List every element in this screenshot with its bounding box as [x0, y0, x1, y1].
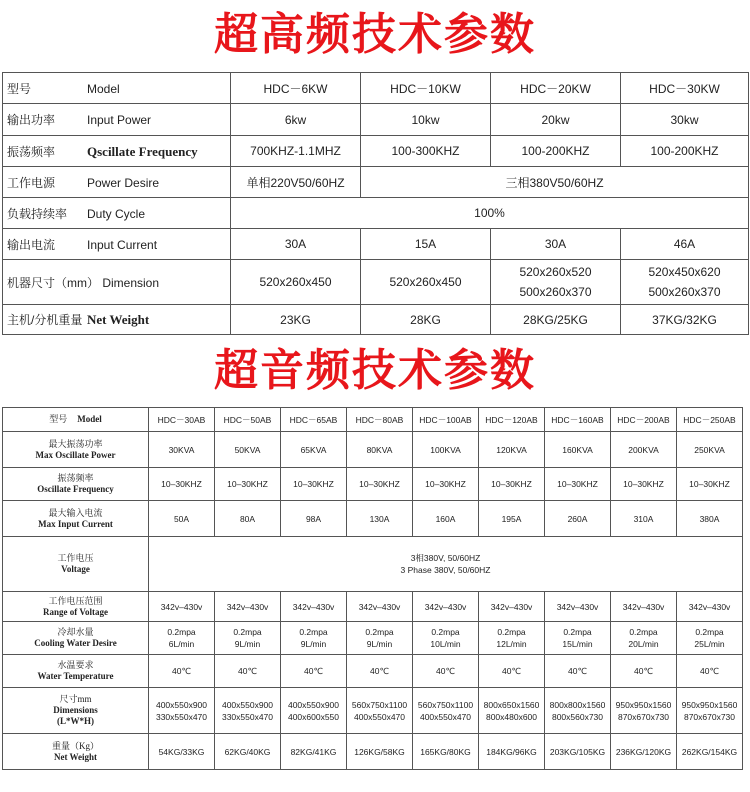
- table-cell: 0.2mpa 12L/min: [479, 622, 545, 655]
- table-row: [3, 167, 749, 198]
- table-row: [3, 305, 749, 335]
- table-cell: 62KG/40KG: [215, 734, 281, 770]
- table-row: [3, 734, 743, 770]
- table-cell: 10kw: [361, 104, 491, 136]
- table-cell: 三相380V50/60HZ: [361, 167, 749, 198]
- table-cell: 50A: [149, 501, 215, 537]
- table-cell: 30A: [231, 229, 361, 260]
- table-cell: 100-200KHZ: [621, 136, 749, 167]
- table-row: [3, 104, 749, 136]
- table-cell: 126KG/58KG: [347, 734, 413, 770]
- row-label: 工作电压 Voltage: [3, 537, 149, 592]
- table-cell: 950x950x1560 870x670x730: [611, 688, 677, 734]
- table-cell: 250KVA: [677, 432, 743, 468]
- table-cell: 520x260x450: [231, 260, 361, 305]
- row-label: 水温要求 Water Temperature: [3, 655, 149, 688]
- row-label: 输出功率 Input Power: [3, 104, 231, 136]
- table-cell: 342v–430v: [545, 592, 611, 622]
- table-row: [3, 198, 749, 229]
- table-cell: 50KVA: [215, 432, 281, 468]
- table-row: [3, 622, 743, 655]
- table-cell: 10–30KHZ: [413, 468, 479, 501]
- table-cell: HDC－30KW: [621, 73, 749, 104]
- table-cell: 80A: [215, 501, 281, 537]
- table-cell: 28KG: [361, 305, 491, 335]
- table-cell: 30KVA: [149, 432, 215, 468]
- table-cell: HDC－200AB: [611, 408, 677, 432]
- table-cell: 10–30KHZ: [347, 468, 413, 501]
- table-cell: 10–30KHZ: [479, 468, 545, 501]
- table-cell: 0.2mpa 15L/min: [545, 622, 611, 655]
- row-label: 机器尺寸（mm） Dimension: [3, 260, 231, 305]
- table-cell: 342v–430v: [677, 592, 743, 622]
- table-cell: 342v–430v: [281, 592, 347, 622]
- table-cell: 10–30KHZ: [677, 468, 743, 501]
- table-cell: 184KG/96KG: [479, 734, 545, 770]
- table-cell: 560x750x1100 400x550x470: [347, 688, 413, 734]
- table-row: [3, 688, 743, 734]
- row-label: 负载持续率 Duty Cycle: [3, 198, 231, 229]
- table-cell: HDC－50AB: [215, 408, 281, 432]
- row-label: 工作电源 Power Desire: [3, 167, 231, 198]
- table-cell: 520x260x450: [361, 260, 491, 305]
- table-row: [3, 136, 749, 167]
- table-cell: HDC－250AB: [677, 408, 743, 432]
- table-cell: 65KVA: [281, 432, 347, 468]
- table-cell: 40℃: [281, 655, 347, 688]
- table-row: [3, 408, 743, 432]
- table-cell: 0.2mpa 9L/min: [215, 622, 281, 655]
- table-cell: 380A: [677, 501, 743, 537]
- table-cell: 23KG: [231, 305, 361, 335]
- row-label: 型号 Model: [3, 73, 231, 104]
- table-row: [3, 468, 743, 501]
- table-cell: 40℃: [545, 655, 611, 688]
- table-cell: 6kw: [231, 104, 361, 136]
- table-cell: 160KVA: [545, 432, 611, 468]
- table-cell: 400x550x900 330x550x470: [149, 688, 215, 734]
- high-frequency-spec-table: [2, 72, 749, 335]
- table-cell: 0.2mpa 10L/min: [413, 622, 479, 655]
- row-label: 工作电压范围 Range of Voltage: [3, 592, 149, 622]
- table-cell: 20kw: [491, 104, 621, 136]
- table-cell: HDC－6KW: [231, 73, 361, 104]
- table-cell: 700KHZ-1.1MHZ: [231, 136, 361, 167]
- table-row: [3, 592, 743, 622]
- table-cell: 0.2mpa 9L/min: [281, 622, 347, 655]
- table-cell: 40℃: [479, 655, 545, 688]
- table-cell: 520x260x520 500x260x370: [491, 260, 621, 305]
- table-cell: HDC－20KW: [491, 73, 621, 104]
- table-cell: 54KG/33KG: [149, 734, 215, 770]
- table-cell: 800x800x1560 800x560x730: [545, 688, 611, 734]
- table-cell: 800x650x1560 800x480x600: [479, 688, 545, 734]
- table-cell: 37KG/32KG: [621, 305, 749, 335]
- table-cell: 40℃: [677, 655, 743, 688]
- row-label: 最大振荡功率 Max Oscillate Power: [3, 432, 149, 468]
- table-cell: 100-300KHZ: [361, 136, 491, 167]
- table-cell: 0.2mpa 9L/min: [347, 622, 413, 655]
- table-cell: HDC－80AB: [347, 408, 413, 432]
- table-cell: 10–30KHZ: [215, 468, 281, 501]
- table-cell: 342v–430v: [611, 592, 677, 622]
- row-label: 振荡频率 Oscillate Frequency: [3, 468, 149, 501]
- table-cell: 950x950x1560 870x670x730: [677, 688, 743, 734]
- row-label: 振荡频率 Qscillate Frequency: [3, 136, 231, 167]
- table-cell: 30A: [491, 229, 621, 260]
- row-label: 尺寸mm Dimensions (L*W*H): [3, 688, 149, 734]
- table-cell: 10–30KHZ: [545, 468, 611, 501]
- table-cell: 40℃: [413, 655, 479, 688]
- table-cell: 160A: [413, 501, 479, 537]
- table-cell: 400x550x900 400x600x550: [281, 688, 347, 734]
- table-row: [3, 229, 749, 260]
- table-cell: 0.2mpa 6L/min: [149, 622, 215, 655]
- table-cell: 195A: [479, 501, 545, 537]
- table-cell: 342v–430v: [347, 592, 413, 622]
- table-cell: 3相380V, 50/60HZ 3 Phase 380V, 50/60HZ: [149, 537, 743, 592]
- table-row: [3, 537, 743, 592]
- table-cell: 15A: [361, 229, 491, 260]
- table-cell: 400x550x900 330x550x470: [215, 688, 281, 734]
- table-cell: 0.2mpa 20L/min: [611, 622, 677, 655]
- table-cell: HDC－65AB: [281, 408, 347, 432]
- table-cell: 80KVA: [347, 432, 413, 468]
- table-cell: 520x450x620 500x260x370: [621, 260, 749, 305]
- table-cell: 40℃: [149, 655, 215, 688]
- table-cell: 10–30KHZ: [281, 468, 347, 501]
- table-cell: 203KG/105KG: [545, 734, 611, 770]
- table-row: [3, 260, 749, 305]
- table-row: [3, 655, 743, 688]
- table-cell: HDC－100AB: [413, 408, 479, 432]
- table-cell: 342v–430v: [149, 592, 215, 622]
- row-label: 主机/分机重量 Net Weight: [3, 305, 231, 335]
- table-cell: 342v–430v: [479, 592, 545, 622]
- table-cell: 82KG/41KG: [281, 734, 347, 770]
- table-cell: 10–30KHZ: [611, 468, 677, 501]
- table-cell: 262KG/154KG: [677, 734, 743, 770]
- table-cell: 10–30KHZ: [149, 468, 215, 501]
- table-cell: 165KG/80KG: [413, 734, 479, 770]
- table-cell: 40℃: [215, 655, 281, 688]
- table-cell: 100-200KHZ: [491, 136, 621, 167]
- table-cell: HDC－30AB: [149, 408, 215, 432]
- table-row: [3, 432, 743, 468]
- table-cell: 0.2mpa 25L/min: [677, 622, 743, 655]
- table-cell: 28KG/25KG: [491, 305, 621, 335]
- table-cell: 342v–430v: [215, 592, 281, 622]
- table-cell: 260A: [545, 501, 611, 537]
- row-label: 重量（Kg） Net Weight: [3, 734, 149, 770]
- row-label: 冷却水量 Cooling Water Desire: [3, 622, 149, 655]
- table-cell: 46A: [621, 229, 749, 260]
- table-cell: HDC－160AB: [545, 408, 611, 432]
- table-cell: 130A: [347, 501, 413, 537]
- table-cell: 310A: [611, 501, 677, 537]
- table-cell: HDC－120AB: [479, 408, 545, 432]
- table-cell: 40℃: [347, 655, 413, 688]
- row-label: 最大输入电流 Max Input Current: [3, 501, 149, 537]
- table-cell: 30kw: [621, 104, 749, 136]
- table-row: [3, 501, 743, 537]
- table-cell: 98A: [281, 501, 347, 537]
- table-cell: 236KG/120KG: [611, 734, 677, 770]
- table-cell: 342v–430v: [413, 592, 479, 622]
- table-cell: 100KVA: [413, 432, 479, 468]
- row-label: 输出电流 Input Current: [3, 229, 231, 260]
- row-label: 型号 Model: [3, 408, 149, 432]
- table-cell: 120KVA: [479, 432, 545, 468]
- table-cell: 40℃: [611, 655, 677, 688]
- table-cell: HDC－10KW: [361, 73, 491, 104]
- table-cell: 200KVA: [611, 432, 677, 468]
- section1-title: 超高频技术参数: [214, 9, 536, 60]
- table-row: [3, 73, 749, 104]
- table-cell: 单相220V50/60HZ: [231, 167, 361, 198]
- table-cell: 560x750x1100 400x550x470: [413, 688, 479, 734]
- audio-frequency-spec-table: [2, 407, 743, 770]
- section2-title: 超音频技术参数: [214, 345, 536, 396]
- table-cell: 100%: [231, 198, 749, 229]
